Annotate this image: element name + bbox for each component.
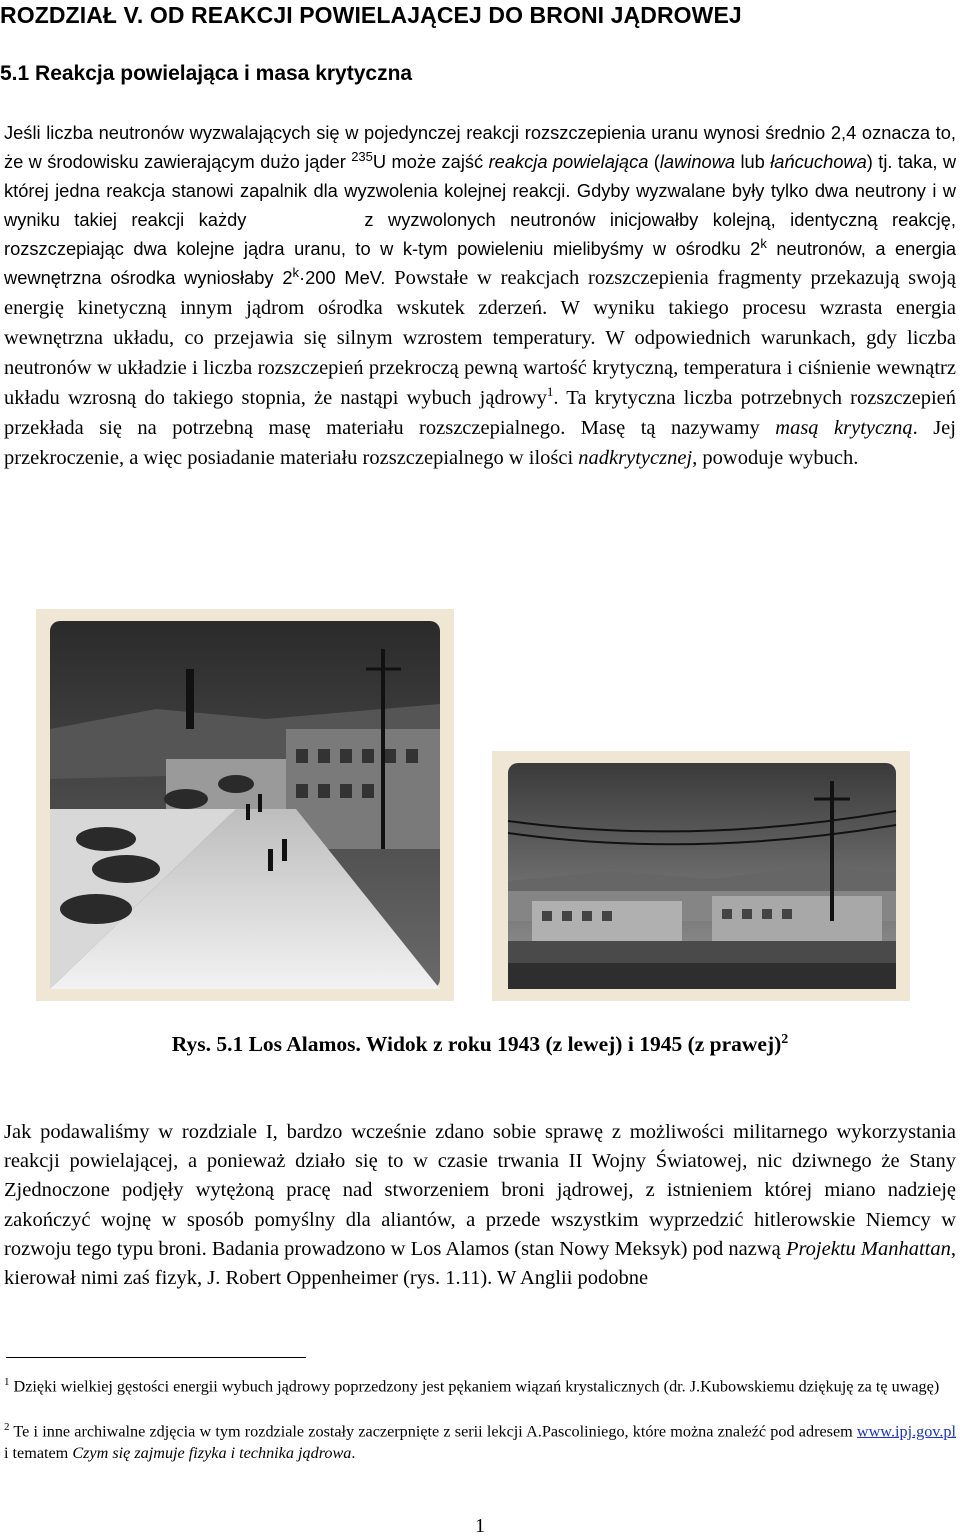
footnote-ref-1[interactable]: 1 [546, 384, 554, 400]
term-lawinowa: lawinowa [659, 151, 736, 172]
text-run: U może zajść [372, 151, 489, 172]
superscript-235: 235 [351, 148, 373, 164]
term-reakcja-powielajaca: reakcja powielająca [488, 151, 649, 172]
text-run: Powstałe w reakcjach rozszczepienia fragmenty przekazują swoją energię kinetyczną innym jądrom ośrodka wskutek zderzeń. W wyniku takiego procesu wzrasta energia wewnętrzna układu, co przejawia się silnym wzrostem temperatury. W odpowiednich warunkach, gdy liczba neutronów w układzie i liczba rozszczepień przekroczą pewną wartość krytyczną, temperatura i ciśnienie wewnątrz układu wzrosną do takiego stopnia, że nastąpi wybuch jądrowy [4, 267, 956, 409]
photo-los-alamos-1945 [492, 751, 910, 1001]
photo-los-alamos-1943 [36, 609, 454, 1001]
term-masa-krytyczna: masą krytyczną [775, 417, 913, 439]
footnote-text: Dzięki wielkiej gęstości energii wybuch jądrowy poprzedzony jest pękaniem wiązań krystalicznych (dr. J.Kubowskiemu dziękuję za tę uwagę) [9, 1377, 940, 1396]
footnote-text: . [351, 1444, 356, 1463]
term-lancuchowa: łańcuchowa [770, 151, 867, 172]
footnote-number: 1 [4, 1376, 10, 1388]
text-run: z wyzwolonych neutronów inicjowałby kolejną, identyczną reakcję, rozszczepiając dwa kolejne jądra uranu, to w k-tym powieleniu mielibyśmy w ośrodku 2 [4, 209, 956, 259]
text-run: lub [735, 151, 771, 172]
section-title: 5.1 Reakcja powielająca i masa krytyczna [0, 62, 413, 85]
caption-text: Rys. 5.1 Los Alamos. Widok z roku 1943 (z lewej) i 1945 (z prawej) [171, 1032, 782, 1057]
footnote-2 [4, 1416, 956, 1464]
text-run: . Ta krytyczna liczba potrzebnych rozszczepień przekłada się na potrzebną masę materiału rozszczepialnego. Masę tą nazywamy [4, 387, 956, 439]
paragraph-manhattan-project [4, 1118, 956, 1293]
text-run: Jak podawaliśmy w rozdziale I, bardzo wcześnie zdano sobie sprawę z możliwości militarnego wykorzystania reakcji powielającej, a ponieważ działo się to w czasie trwania II Wojny Światowej, nic dziwnego że Stany Zjednoczone podjęły wytężoną pracę nad stworzeniem broni jądrowej, z istnieniem której miano nadzieję zakończyć wojnę w sposób pomyślny dla aliantów, a przede wszystkim wyprzedzić hitlerowskie Niemcy w rozwoju tego typu broni. Badania prowadzono w Los Alamos (stan Nowy Meksyk) pod nazwą [4, 1121, 956, 1260]
page-number: 1 [475, 1515, 485, 1537]
figure-caption [0, 1032, 960, 1057]
text-run: ) tj. taka, w której jedna reakcja stanowi zapalnik dla wyzwolenia kolejnej reakcji. Gdyby wyzwalane były tylko dwa neutrony i w wyniku takiej reakcji każdy [4, 151, 957, 230]
text-run: powoduje wybuch. [697, 447, 859, 469]
text-run: ( [648, 151, 660, 172]
text-run: Jeśli liczba neutronów wyzwalających się w pojedynczej reakcji rozszczepienia uranu wynosi średnio 2,4 oznacza to, że w środowisku zawierającym dużo jąder [4, 122, 956, 172]
text-run: neutronów, a energia wewnętrzna ośrodka wyniosłaby 2 [4, 238, 956, 288]
text-run: , kierował nimi zaś fizyk, J. Robert Oppenheimer (rys. 1.11). W Anglii podobne [4, 1237, 957, 1290]
chapter-title: ROZDZIAŁ V. OD REAKCJI POWIELAJĄCEJ DO BRONI JĄDROWEJ [0, 2, 742, 28]
text-run: ·200 MeV. [299, 267, 386, 288]
footnote-text: i tematem [4, 1444, 73, 1463]
footnote-separator [6, 1357, 306, 1358]
text-run: . Jej przekroczenie, a więc posiadanie materiału rozszczepialnego w ilości [4, 417, 956, 469]
paragraph-chain-reaction [4, 118, 956, 473]
superscript-k: k [760, 235, 767, 251]
footnote-topic: Czym się zajmuje fizyka i technika jądrowa [72, 1444, 352, 1463]
footnote-text: Te i inne archiwalne zdjęcia w tym rozdziale zostały zaczerpnięte z serii lekcji A.Pascoliniego, które można znaleźć pod adresem [9, 1422, 857, 1441]
footnote-1 [4, 1371, 956, 1397]
term-nadkrytycznej: nadkrytycznej, [578, 447, 698, 469]
footnote-ref-2[interactable]: 2 [781, 1032, 789, 1047]
ipj-link[interactable]: www.ipj.gov.pl [856, 1422, 956, 1441]
term-projektu-manhattan: Projektu Manhattan [785, 1237, 951, 1260]
superscript-k: k [292, 264, 300, 280]
footnote-number: 2 [4, 1421, 10, 1433]
